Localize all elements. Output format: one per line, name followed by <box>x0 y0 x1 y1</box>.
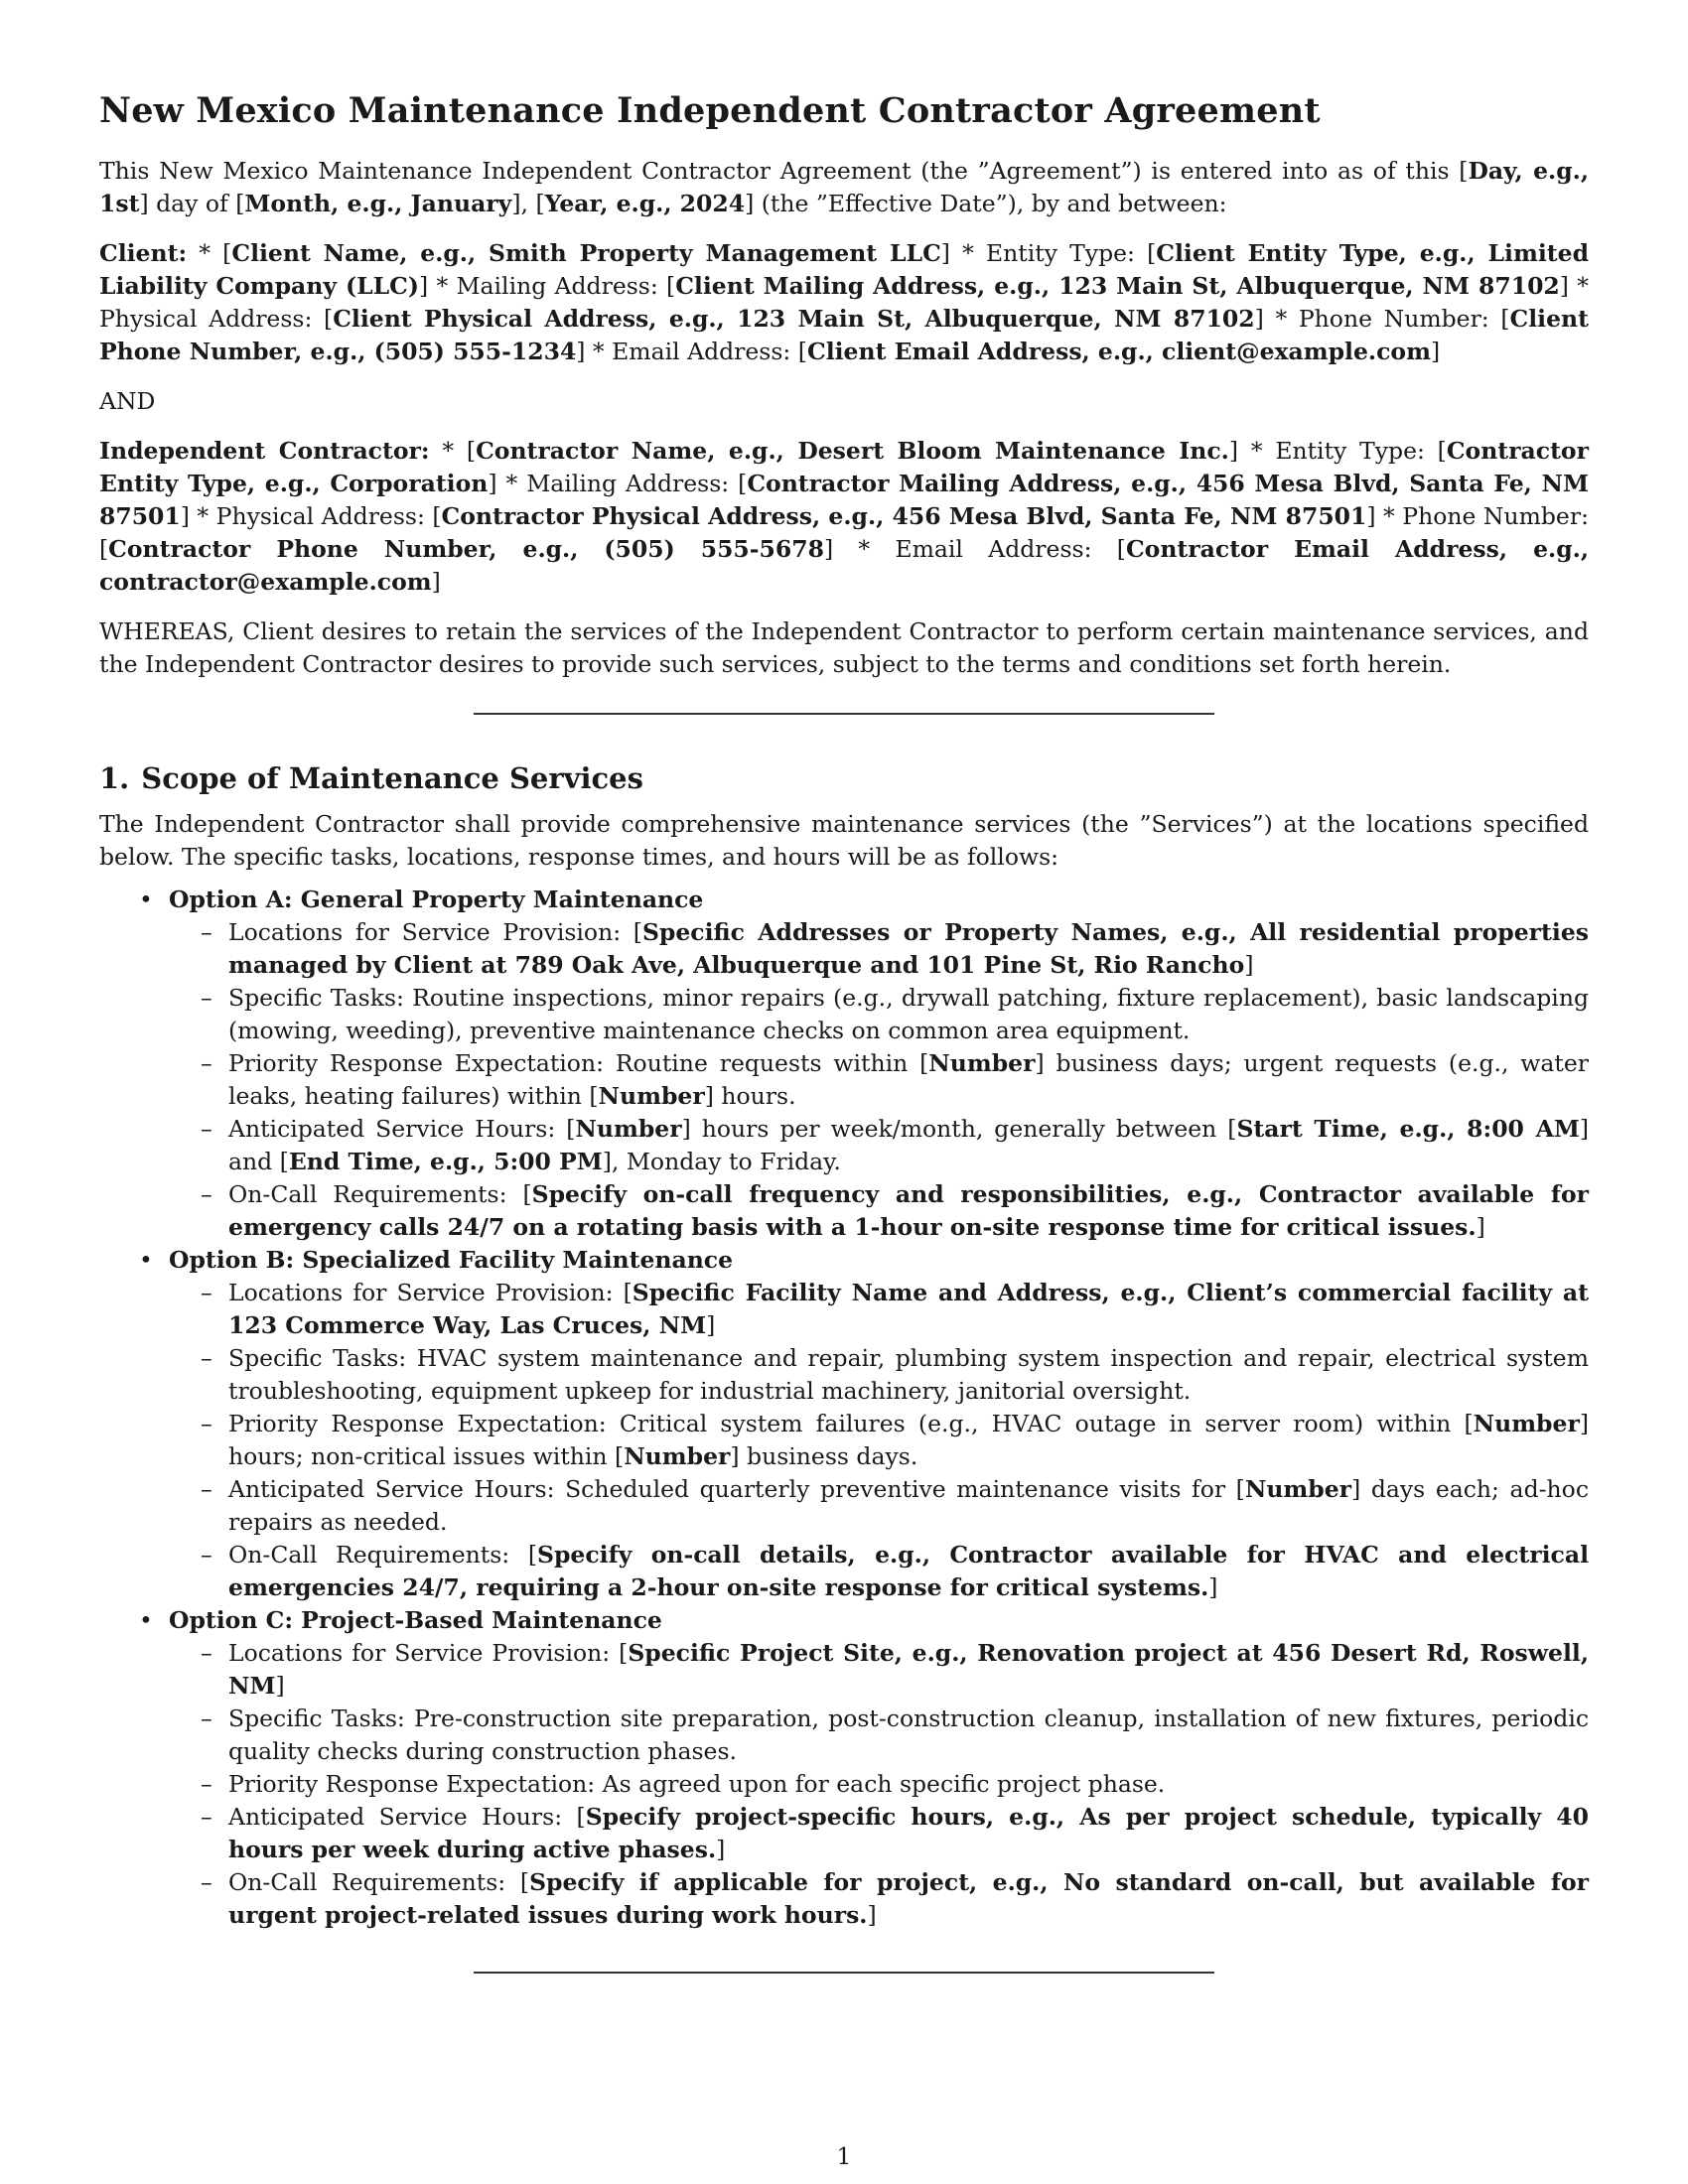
detail-item: – On-Call Requirements: [Specify if applicable for project, e.g., No standard on-call, but available for urgent project-related issues during work hours.] <box>169 1866 1589 1932</box>
option-title: Option B: Specialized Facility Maintenance <box>169 1246 734 1274</box>
horizontal-rule <box>474 1972 1214 1974</box>
placeholder-field: Client Phone Number, e.g., (505) 555-1234 <box>99 305 1589 365</box>
placeholder-field: Specific Facility Name and Address, e.g., Client’s commercial facility at 123 Commerce Way, Las Cruces, NM <box>228 1279 1589 1339</box>
placeholder-field: Contractor Name, e.g., Desert Bloom Maintenance Inc. <box>476 437 1229 465</box>
detail-item: – Anticipated Service Hours: Scheduled quarterly preventive maintenance visits for [Number] days each; ad-hoc repairs as needed. <box>169 1473 1589 1539</box>
placeholder-field: Contractor Physical Address, e.g., 456 Mesa Blvd, Santa Fe, NM 87501 <box>441 502 1367 530</box>
option-details <box>169 1277 1589 1604</box>
detail-item: – Priority Response Expectation: As agreed upon for each specific project phase. <box>169 1768 1589 1801</box>
placeholder-field: End Time, e.g., 5:00 PM <box>288 1148 603 1175</box>
placeholder-field: Client Email Address, e.g., client@example.com <box>806 338 1431 365</box>
placeholder-field: Number <box>928 1049 1036 1077</box>
document-title: New Mexico Maintenance Independent Contractor Agreement <box>99 90 1321 131</box>
horizontal-rule <box>474 713 1214 715</box>
placeholder-field: Specify if applicable for project, e.g., No standard on-call, but available for urgent project-related issues during work hours. <box>228 1868 1589 1929</box>
detail-item: – Locations for Service Provision: [Specific Addresses or Property Names, e.g., All residential properties managed by Client at 789 Oak Ave, Albuquerque and 101 Pine St, Rio Rancho] <box>169 916 1589 982</box>
detail-item: – Specific Tasks: Pre-construction site preparation, post-construction cleanup, installation of new fixtures, periodic quality checks during construction phases. <box>169 1703 1589 1768</box>
placeholder-field: Number <box>575 1115 682 1143</box>
placeholder-field: Month, e.g., January <box>244 190 512 217</box>
detail-item: – Locations for Service Provision: [Specific Facility Name and Address, e.g., Client’s commercial facility at 123 Commerce Way, Las Cruces, NM] <box>169 1277 1589 1342</box>
options-list <box>99 884 1589 1932</box>
section-number: 1. <box>99 761 130 795</box>
placeholder-field: Client Mailing Address, e.g., 123 Main St, Albuquerque, NM 87102 <box>675 272 1560 300</box>
placeholder-field: Client Name, e.g., Smith Property Management LLC <box>231 239 941 267</box>
placeholder-field: Number <box>598 1082 705 1110</box>
placeholder-field: Specific Project Site, e.g., Renovation project at 456 Desert Rd, Roswell, NM <box>228 1639 1590 1700</box>
option-item <box>99 884 1589 1244</box>
section-intro: The Independent Contractor shall provide comprehensive maintenance services (the ”Services”) at the locations specified below. The specific tasks, locations, response times, and hours will be as follows: <box>99 810 1589 871</box>
page-number: 1 <box>836 2142 852 2170</box>
option-title: Option A: General Property Maintenance <box>169 886 704 913</box>
detail-item: – On-Call Requirements: [Specify on-call frequency and responsibilities, e.g., Contractor available for emergency calls 24/7 on a rotating basis with a 1-hour on-site response time for critical issues.] <box>169 1178 1589 1244</box>
detail-item: – Specific Tasks: HVAC system maintenance and repair, plumbing system inspection and repair, electrical system troubleshooting, equipment upkeep for industrial machinery, janitorial oversight. <box>169 1342 1589 1408</box>
placeholder-field: Client Entity Type, e.g., Limited Liability Company (LLC) <box>99 239 1589 300</box>
and-separator: AND <box>99 387 156 415</box>
placeholder-field: Client Physical Address, e.g., 123 Main St, Albuquerque, NM 87102 <box>333 305 1255 333</box>
placeholder-field: Contractor Email Address, e.g., contractor@example.com <box>99 535 1590 596</box>
detail-item: – Specific Tasks: Routine inspections, minor repairs (e.g., drywall patching, fixture replacement), basic landscaping (mowing, weeding), preventive maintenance checks on common area equipment. <box>169 982 1589 1047</box>
option-details <box>169 1637 1589 1932</box>
placeholder-field: Contractor Mailing Address, e.g., 456 Mesa Blvd, Santa Fe, NM 87501 <box>99 470 1589 530</box>
option-title: Option C: Project-Based Maintenance <box>169 1606 662 1634</box>
whereas-paragraph: WHEREAS, Client desires to retain the services of the Independent Contractor to perform certain maintenance services, and the Independent Contractor desires to provide such services, subject to the terms and conditions set forth herein. <box>99 617 1589 678</box>
placeholder-field: Number <box>624 1442 731 1470</box>
placeholder-field: Specific Addresses or Property Names, e.g., All residential properties managed by Client at 789 Oak Ave, Albuquerque and 101 Pine St, Rio Rancho <box>228 918 1589 979</box>
detail-item: – On-Call Requirements: [Specify on-call details, e.g., Contractor available for HVAC and electrical emergencies 24/7, requiring a 2-hour on-site response for critical systems.] <box>169 1539 1589 1604</box>
placeholder-field: Number <box>1244 1475 1352 1503</box>
placeholder-field: Start Time, e.g., 8:00 AM <box>1236 1115 1580 1143</box>
contractor-block: Independent Contractor: * [Contractor Name, e.g., Desert Bloom Maintenance Inc.] * Entity Type: [Contractor Entity Type, e.g., Corporation] * Mailing Address: [Contractor Mailing Address, e.g., 456 Mesa Blvd, Santa Fe, NM 87501] * Physical Address: [Contractor Physical Address, e.g., 456 Mesa Blvd, Santa Fe, NM 87501] * Phone Number: [Contractor Phone Number, e.g., (505) 555-5678] * Email Address: [Contractor Email Address, e.g., contractor@example.com] <box>99 437 1590 596</box>
section-heading <box>99 758 1589 798</box>
placeholder-field: Contractor Entity Type, e.g., Corporation <box>99 437 1589 497</box>
section-title: Scope of Maintenance Services <box>141 761 643 795</box>
placeholder-field: Specify on-call details, e.g., Contractor available for HVAC and electrical emergencies 24/7, requiring a 2-hour on-site response for critical systems. <box>228 1541 1590 1601</box>
option-details <box>169 916 1589 1244</box>
intro-paragraph: This New Mexico Maintenance Independent Contractor Agreement (the ”Agreement”) is entered into as of this [Day, e.g., 1st] day of [Month, e.g., January], [Year, e.g., 2024] (the ”Effective Date”), by and between: <box>99 157 1589 217</box>
placeholder-field: Day, e.g., 1st <box>99 157 1589 217</box>
placeholder-field: Contractor Phone Number, e.g., (505) 555-5678 <box>108 535 824 563</box>
placeholder-field: Specify project-specific hours, e.g., As per project schedule, typically 40 hours per week during active phases. <box>228 1803 1589 1863</box>
document-page <box>99 87 1589 2017</box>
detail-item: – Anticipated Service Hours: [Specify project-specific hours, e.g., As per project schedule, typically 40 hours per week during active phases.] <box>169 1801 1589 1866</box>
placeholder-field: Independent Contractor: <box>99 437 430 465</box>
detail-item: – Priority Response Expectation: Critical system failures (e.g., HVAC outage in server room) within [Number] hours; non-critical issues within [Number] business days. <box>169 1408 1589 1473</box>
placeholder-field: Client: <box>99 239 188 267</box>
placeholder-field: Specify on-call frequency and responsibilities, e.g., Contractor available for emergency calls 24/7 on a rotating basis with a 1-hour on-site response time for critical issues. <box>228 1180 1589 1241</box>
detail-item: – Priority Response Expectation: Routine requests within [Number] business days; urgent requests (e.g., water leaks, heating failures) within [Number] hours. <box>169 1047 1589 1113</box>
detail-item: – Locations for Service Provision: [Specific Project Site, e.g., Renovation project at 456 Desert Rd, Roswell, NM] <box>169 1637 1589 1703</box>
option-item <box>99 1244 1589 1604</box>
client-block: Client: * [Client Name, e.g., Smith Property Management LLC] * Entity Type: [Client Entity Type, e.g., Limited Liability Company (LLC)] * Mailing Address: [Client Mailing Address, e.g., 123 Main St, Albuquerque, NM 87102] * Physical Address: [Client Physical Address, e.g., 123 Main St, Albuquerque, NM 87102] * Phone Number: [Client Phone Number, e.g., (505) 555-1234] * Email Address: [Client Email Address, e.g., client@example.com] <box>99 239 1589 365</box>
placeholder-field: Year, e.g., 2024 <box>544 190 746 217</box>
placeholder-field: Number <box>1473 1410 1580 1437</box>
detail-item: – Anticipated Service Hours: [Number] hours per week/month, generally between [Start Time, e.g., 8:00 AM] and [End Time, e.g., 5:00 PM], Monday to Friday. <box>169 1113 1589 1178</box>
option-item <box>99 1604 1589 1932</box>
